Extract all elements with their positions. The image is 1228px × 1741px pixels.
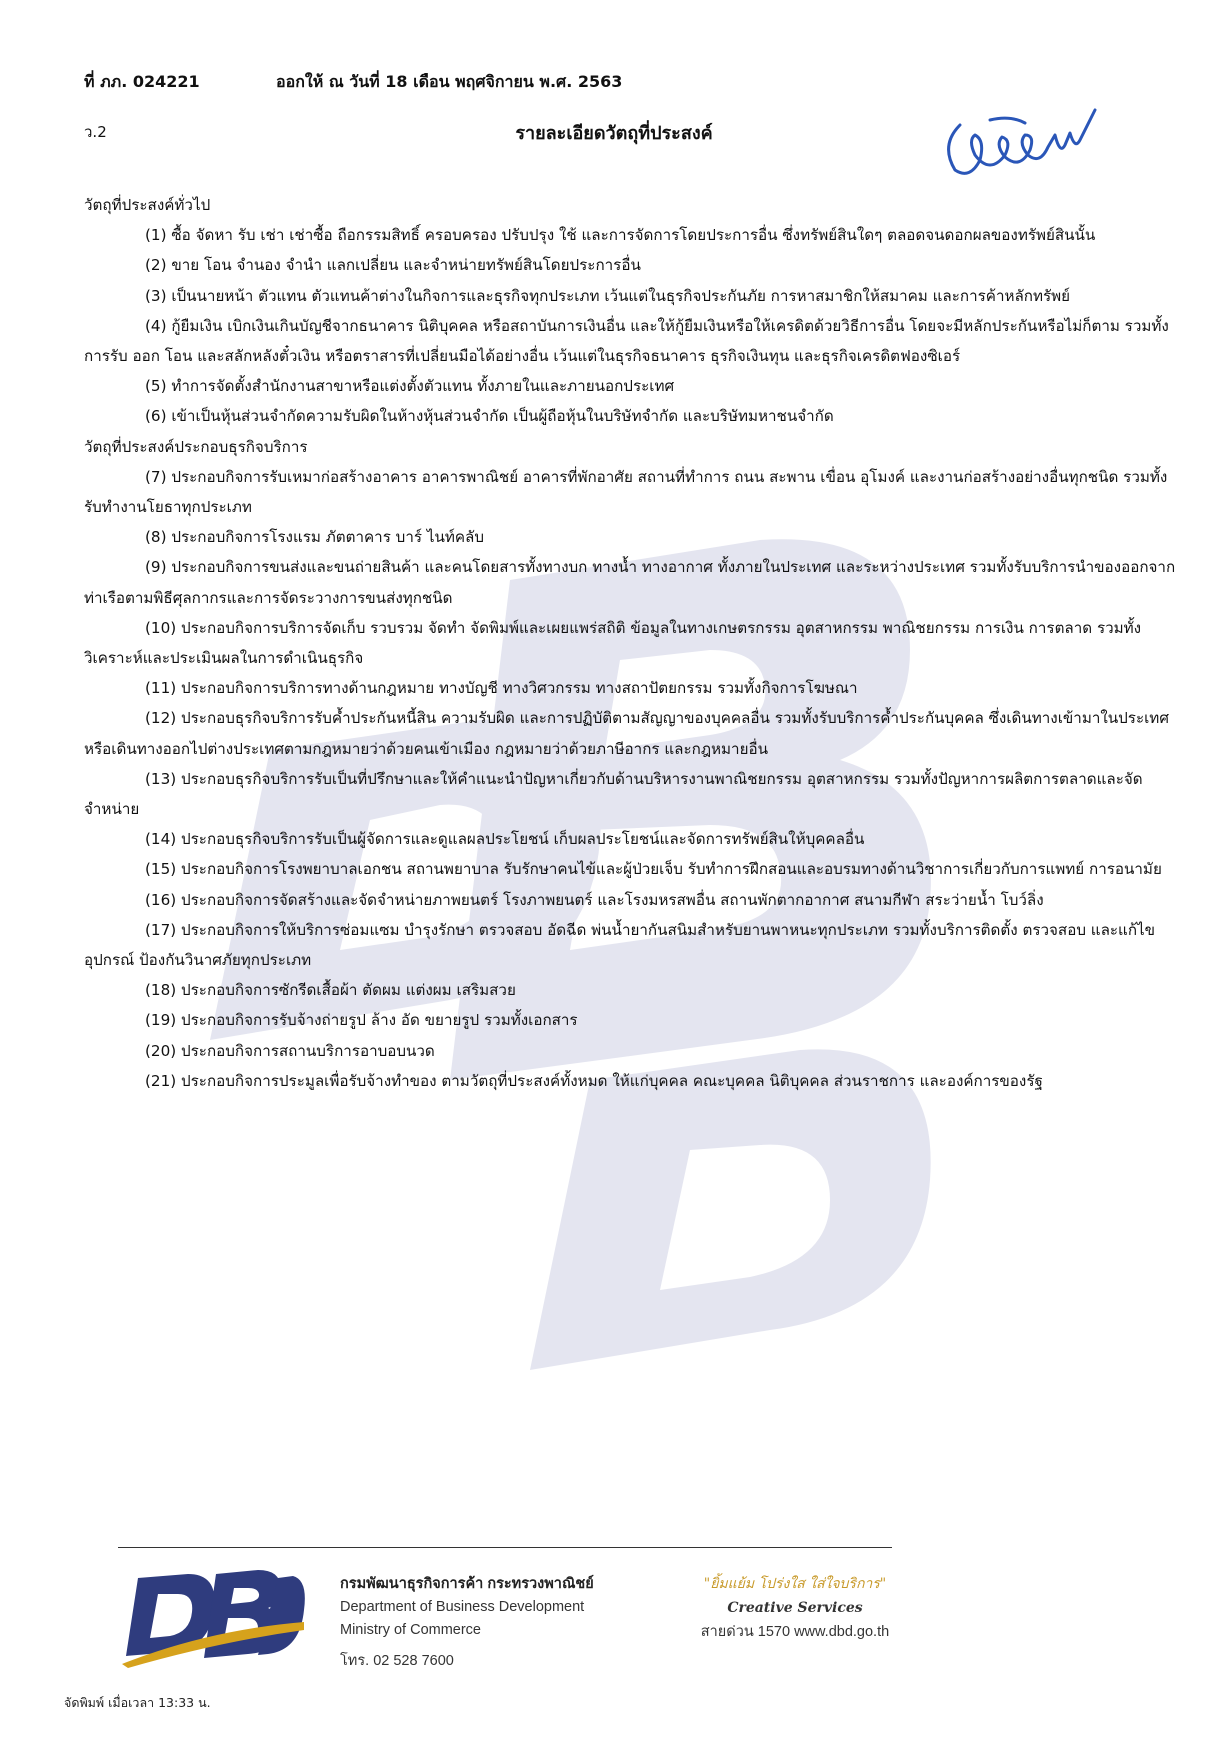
document-number: ที่ ภภ. 024221 bbox=[84, 72, 200, 91]
footer-divider bbox=[118, 1547, 892, 1548]
slogan: "ยิ้มแย้ม โปร่งใส ใส่ใจบริการ" bbox=[703, 1576, 887, 1592]
objective-item: (11) ประกอบกิจการบริการทางด้านกฎหมาย ทางบัญชี ทางวิศวกรรม ทางสถาปัตยกรรม รวมทั้งกิจการโฆษณา bbox=[145, 679, 858, 698]
objective-item: (7) ประกอบกิจการรับเหมาก่อสร้างอาคาร อาคารพาณิชย์ อาคารที่พักอาศัย สถานที่ทำการ ถนน สะพาน เขื่อน อุโมงค์ และงานก่อสร้างอย่างอื่นทุกชนิด รวมทั้งรับทำงานโยธาทุกประเภท bbox=[84, 467, 1168, 517]
creative-services: Creative Services bbox=[727, 1600, 863, 1616]
organization-name-en: Department of Business Development bbox=[340, 1599, 585, 1615]
objective-item: (15) ประกอบกิจการโรงพยาบาลเอกชน สถานพยาบาล รับรักษาคนไข้และผู้ป่วยเจ็บ รับทำการฝึกสอนและอบรมทางด้านวิชาการเกี่ยวกับการแพทย์ การอนามัย bbox=[145, 860, 1162, 879]
printed-time: จัดพิมพ์ เมื่อเวลา 13:33 น. bbox=[64, 1695, 211, 1710]
document-header bbox=[84, 70, 623, 95]
general-objectives-heading: วัตถุที่ประสงค์ทั่วไป bbox=[84, 196, 211, 214]
service-objectives-heading: วัตถุที่ประสงค์ประกอบธุรกิจบริการ bbox=[84, 437, 308, 456]
objective-item: (19) ประกอบกิจการรับจ้างถ่ายรูป ล้าง อัด ขยายรูป รวมทั้งเอกสาร bbox=[145, 1011, 578, 1030]
objective-item: (13) ประกอบธุรกิจบริการรับเป็นที่ปรึกษาและให้คำแนะนำปัญหาเกี่ยวกับด้านบริหารงานพาณิชยกรรม อุตสาหกรรม รวมทั้งปัญหาการผลิตการตลาดและจัดจำหน่าย bbox=[84, 769, 1143, 819]
hotline-website: สายด่วน 1570 www.dbd.go.th bbox=[700, 1624, 890, 1640]
objective-item: (20) ประกอบกิจการสถานบริการอาบอบนวด bbox=[145, 1041, 435, 1060]
objective-item: (10) ประกอบกิจการบริการจัดเก็บ รวบรวม จัดทำ จัดพิมพ์และเผยแพร่สถิติ ข้อมูลในทางเกษตรกรรม อุตสาหกรรม พาณิชยกรรม การเงิน การตลาด รวมทั้งวิเคราะห์และประเมินผลในการดำเนินธุรกิจ bbox=[84, 618, 1142, 668]
objective-item: (8) ประกอบกิจการโรงแรม ภัตตาคาร บาร์ ไนท์คลับ bbox=[145, 528, 484, 547]
objective-item: (14) ประกอบธุรกิจบริการรับเป็นผู้จัดการและดูแลผลประโยชน์ เก็บผลประโยชน์และจัดการทรัพย์สินให้บุคคลอื่น bbox=[145, 830, 865, 849]
objective-item: (5) ทำการจัดตั้งสำนักงานสาขาหรือแต่งตั้งตัวแทน ทั้งภายในและภายนอกประเทศ bbox=[145, 377, 675, 396]
organization-name-th: กรมพัฒนาธุรกิจการค้า กระทรวงพาณิชย์ bbox=[340, 1576, 594, 1592]
dbd-logo-icon bbox=[118, 1560, 308, 1670]
organization-info bbox=[340, 1573, 594, 1673]
objective-item: (21) ประกอบกิจการประมูลเพื่อรับจ้างทำของ ตามวัตถุที่ประสงค์ทั้งหมด ให้แก่บุคคล คณะบุคคล นิติบุคคล ส่วนราชการ และองค์การของรัฐ bbox=[145, 1071, 1043, 1090]
issue-date: ออกให้ ณ วันที่ 18 เดือน พฤศจิกายน พ.ศ. 2563 bbox=[276, 72, 623, 91]
objectives-body bbox=[84, 190, 1179, 1096]
objective-item: (2) ขาย โอน จำนอง จำนำ แลกเปลี่ยน และจำหน่ายทรัพย์สินโดยประการอื่น bbox=[145, 256, 641, 275]
objective-item: (3) เป็นนายหน้า ตัวแทน ตัวแทนค้าต่างในกิจการและธุรกิจทุกประเภท เว้นแต่ในธุรกิจประกันภัย การหาสมาชิกให้สมาคม และการค้าหลักทรัพย์ bbox=[145, 286, 1071, 305]
document-title: รายละเอียดวัตถุที่ประสงค์ bbox=[515, 123, 713, 144]
objective-item: (12) ประกอบธุรกิจบริการรับค้ำประกันหนี้สิน ความรับผิด และการปฏิบัติตามสัญญาของบุคคลอื่น รวมทั้งรับบริการค้ำประกันบุคคล ซึ่งเดินทางเข้ามาในประเทศหรือเดินทางออกไปต่างประเทศตามกฎหมายว่าด้วยคนเข้าเมือง กฎหมายว่าด้วยภาษีอากร และกฎหมายอื่น bbox=[84, 709, 1169, 758]
objective-item: (1) ซื้อ จัดหา รับ เช่า เช่าซื้อ ถือกรรมสิทธิ์ ครอบครอง ปรับปรุง ใช้ และการจัดการโดยประการอื่น ซึ่งทรัพย์สินใดๆ ตลอดจนดอกผลของทรัพย์สินนั้น bbox=[145, 226, 1096, 245]
ministry-name-en: Ministry of Commerce bbox=[340, 1622, 481, 1638]
objective-item: (9) ประกอบกิจการขนส่งและขนถ่ายสินค้า และคนโดยสารทั้งทางบก ทางน้ำ ทางอากาศ ทั้งภายในประเทศ และระหว่างประเทศ รวมทั้งรับบริการนำของออกจากท่าเรือตามพิธีศุลกากรและการจัดระวางการขนส่งทุกชนิด bbox=[84, 558, 1176, 607]
objective-item: (17) ประกอบกิจการให้บริการซ่อมแซม บำรุงรักษา ตรวจสอบ อัดฉีด พ่นน้ำยากันสนิมสำหรับยานพาหนะทุกประเภท รวมทั้งบริการติดตั้ง ตรวจสอบ และแก้ไขอุปกรณ์ ป้องกันวินาศภัยทุกประเภท bbox=[84, 920, 1156, 970]
handwritten-signature-icon bbox=[930, 95, 1110, 195]
objective-item: (18) ประกอบกิจการซักรีดเสื้อผ้า ตัดผม แต่งผม เสริมสวย bbox=[145, 981, 516, 1000]
page-code: ว.2 bbox=[84, 123, 107, 141]
objective-item: (4) กู้ยืมเงิน เบิกเงินเกินบัญชีจากธนาคาร นิติบุคคล หรือสถาบันการเงินอื่น และให้กู้ยืมเงินหรือให้เครดิตด้วยวิธีการอื่น โดยจะมีหลักประกันหรือไม่ก็ตาม รวมทั้งการรับ ออก โอน และสลักหลังตั๋วเงิน หรือตราสารที่เปลี่ยนมือได้อย่างอื่น เว้นแต่ในธุรกิจธนาคาร ธุรกิจเงินทุน และธุรกิจเครดิตฟองซิเอร์ bbox=[84, 316, 1169, 366]
slogan-block bbox=[680, 1572, 910, 1644]
objective-item: (6) เข้าเป็นหุ้นส่วนจำกัดความรับผิดในห้างหุ้นส่วนจำกัด เป็นผู้ถือหุ้นในบริษัทจำกัด และบริษัทมหาชนจำกัด bbox=[145, 407, 834, 426]
telephone: โทร. 02 528 7600 bbox=[340, 1653, 454, 1669]
objective-item: (16) ประกอบกิจการจัดสร้างและจัดจำหน่ายภาพยนตร์ โรงภาพยนตร์ และโรงมหรสพอื่น สถานพักตากอากาศ สนามกีฬา สระว่ายน้ำ โบว์ลิ่ง bbox=[145, 890, 1044, 909]
